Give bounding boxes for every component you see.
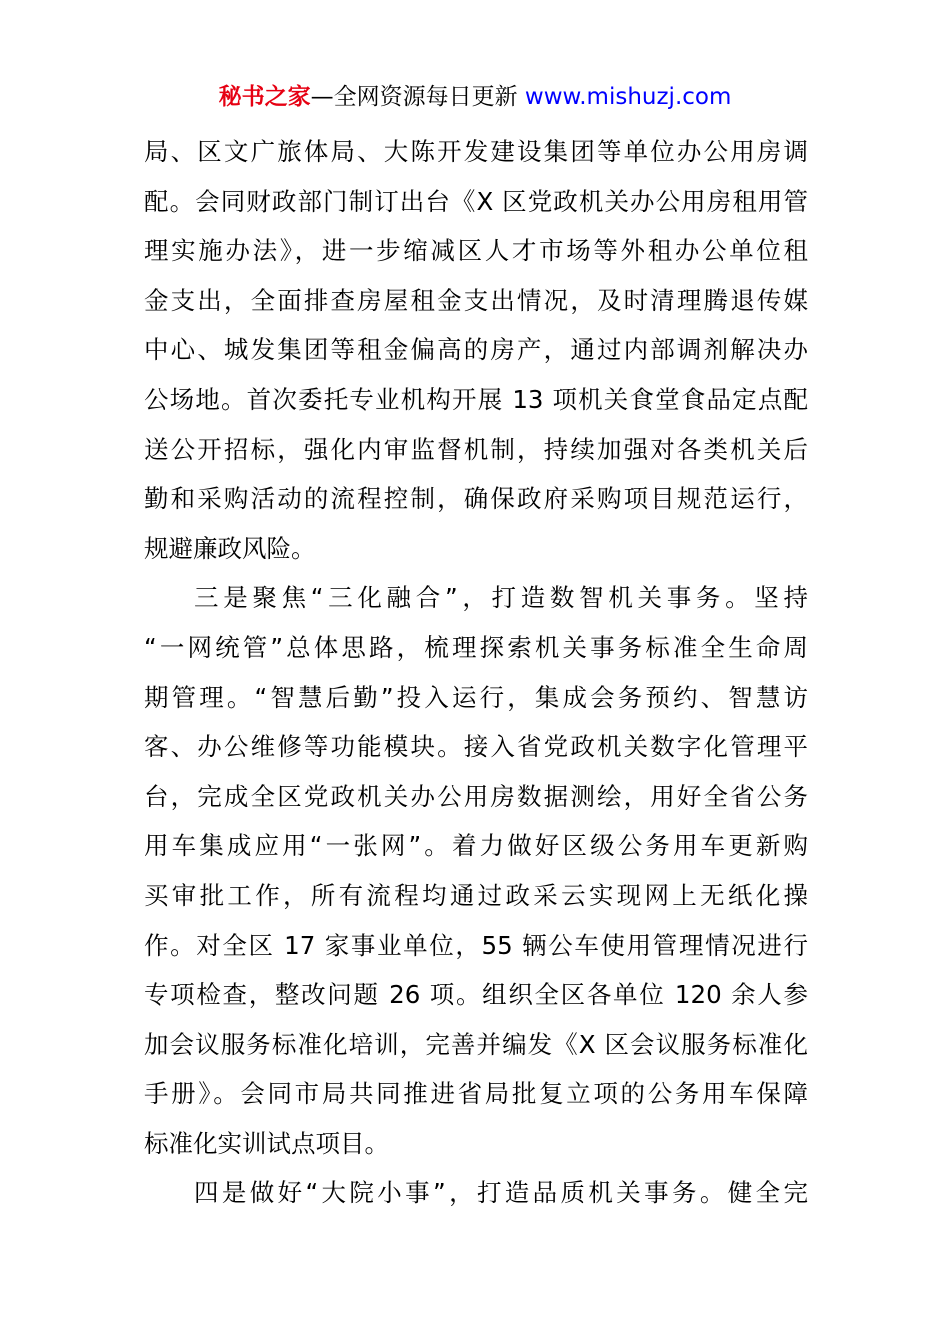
paragraph-start-line: 三是聚焦“三化融合”，打造数智机关事务。坚持 bbox=[194, 583, 808, 613]
text-line: 理实施办法》，进一步缩减区人才市场等外租办公单位租 bbox=[144, 236, 808, 266]
paragraph-end-line: 规避廉政风险。 bbox=[144, 533, 316, 563]
text-line: 局、区文广旅体局、大陈开发建设集团等单位办公用房调 bbox=[144, 137, 808, 166]
text-line: “一网统管”总体思路，梳理探索机关事务标准全生命周 bbox=[144, 632, 808, 662]
text-line: 台，完成全区党政机关办公用房数据测绘，用好全省公务 bbox=[144, 781, 808, 811]
text-line: 公场地。首次委托专业机构开展 13 项机关食堂食品定点配 bbox=[144, 384, 808, 414]
text-line: 专项检查，整改问题 26 项。组织全区各单位 120 余人参 bbox=[144, 980, 808, 1010]
paragraph-end-line: 标准化实训试点项目。 bbox=[144, 1128, 389, 1158]
text-line: 期管理。“智慧后勤”投入运行，集成会务预约、智慧访 bbox=[144, 682, 808, 712]
document-body bbox=[144, 127, 808, 1218]
text-line: 送公开招标，强化内审监督机制，持续加强对各类机关后 bbox=[144, 434, 808, 464]
text-line: 金支出，全面排查房屋租金支出情况，及时清理腾退传媒 bbox=[144, 285, 808, 315]
text-line: 手册》。会同市局共同推进省局批复立项的公务用车保障 bbox=[144, 1079, 808, 1109]
text-line: 客、办公维修等功能模块。接入省党政机关数字化管理平 bbox=[144, 732, 808, 762]
text-line: 作。对全区 17 家事业单位，55 辆公车使用管理情况进行 bbox=[144, 930, 808, 960]
text-line: 勤和采购活动的流程控制，确保政府采购项目规范运行， bbox=[144, 484, 808, 514]
header-tagline: —全网资源每日更新 bbox=[310, 84, 525, 110]
text-line: 中心、城发集团等租金偏高的房产，通过内部调剂解决办 bbox=[144, 335, 808, 365]
text-line: 买审批工作，所有流程均通过政采云实现网上无纸化操 bbox=[144, 880, 808, 910]
text-line: 配。会同财政部门制订出台《X 区党政机关办公用房租用管 bbox=[144, 186, 808, 216]
text-line: 加会议服务标准化培训，完善并编发《X 区会议服务标准化 bbox=[144, 1029, 808, 1059]
page-header bbox=[0, 80, 950, 114]
paragraph-start-line: 四是做好“大院小事”，打造品质机关事务。健全完 bbox=[194, 1178, 808, 1208]
brand-name: 秘书之家 bbox=[218, 84, 311, 110]
site-url-link[interactable]: www.mishuzj.com bbox=[524, 84, 732, 110]
text-line: 用车集成应用“一张网”。着力做好区级公务用车更新购 bbox=[144, 831, 808, 861]
